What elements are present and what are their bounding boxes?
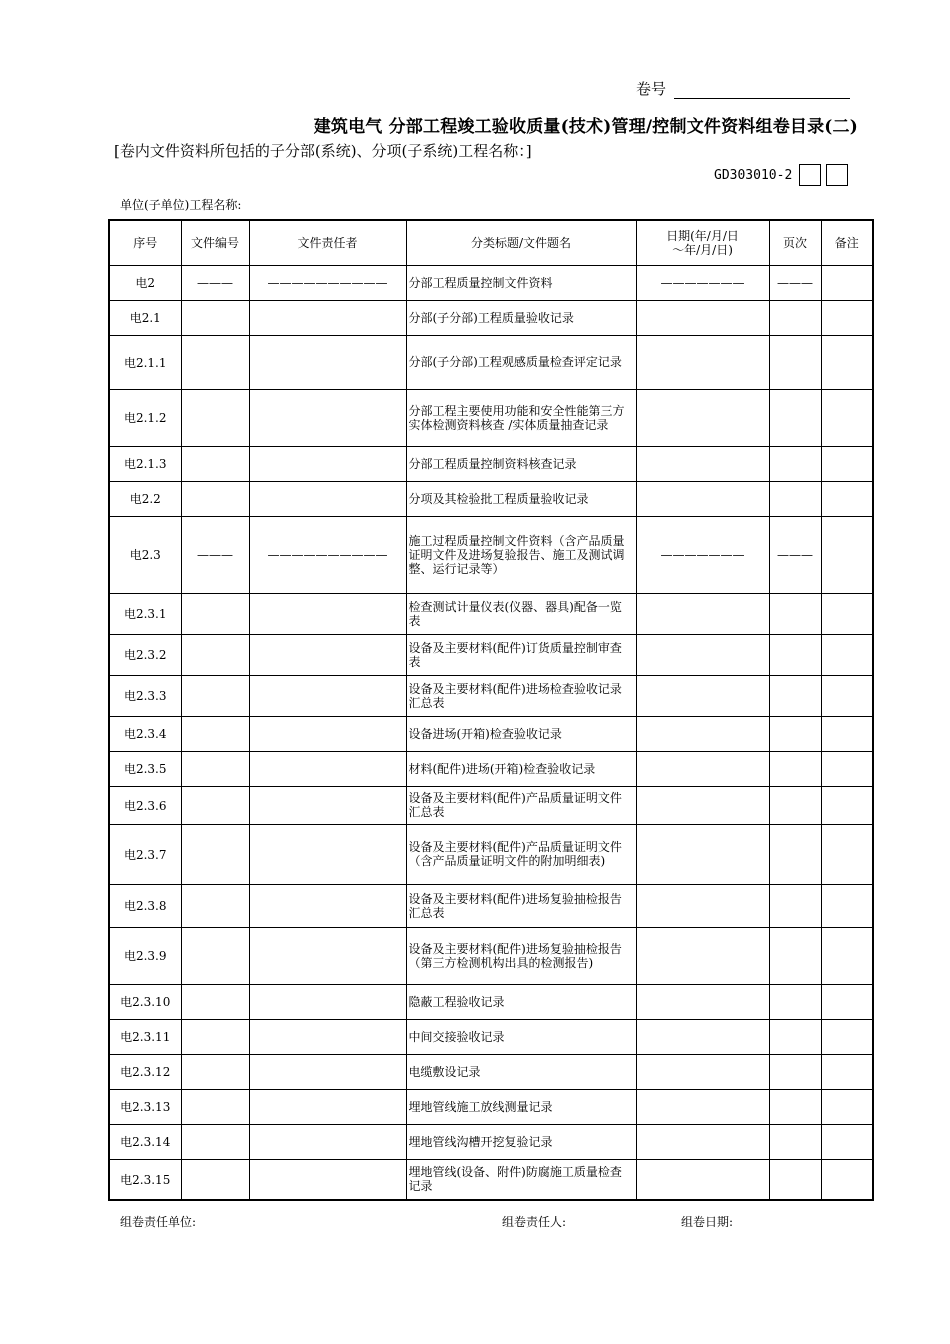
table-row [109,1159,873,1200]
cell-remarks[interactable] [821,884,873,927]
cell-pages[interactable] [769,300,821,335]
cell-owner[interactable] [249,593,406,634]
cell-title: 分部工程质量控制资料核查记录 [406,446,636,481]
cell-seq: 电2.2 [109,481,181,516]
cell-title: 埋地管线施工放线测量记录 [406,1089,636,1124]
cell-file-no[interactable] [181,984,249,1019]
cell-owner[interactable] [249,1019,406,1054]
header-pages: 页次 [769,220,821,265]
cell-pages[interactable] [769,1089,821,1124]
cell-pages[interactable] [769,824,821,884]
cell-owner[interactable] [249,446,406,481]
table-row [109,824,873,884]
cell-title: 设备及主要材料(配件)进场检查验收记录汇总表 [406,675,636,716]
cell-owner[interactable] [249,984,406,1019]
cell-remarks[interactable] [821,481,873,516]
cell-title: 分项及其检验批工程质量验收记录 [406,481,636,516]
cell-remarks[interactable] [821,389,873,446]
table-row [109,1089,873,1124]
cell-owner[interactable] [249,786,406,824]
table-row [109,335,873,389]
cell-owner[interactable] [249,481,406,516]
cell-file-no[interactable] [181,446,249,481]
cell-seq: 电2.3.12 [109,1054,181,1089]
cell-pages[interactable] [769,1019,821,1054]
cell-remarks[interactable] [821,1159,873,1200]
table-row [109,1019,873,1054]
table-row [109,884,873,927]
cell-seq: 电2.1 [109,300,181,335]
cell-pages[interactable] [769,593,821,634]
cell-pages[interactable]: ——— [769,265,821,300]
cell-title: 分部工程主要使用功能和安全性能第三方实体检测资料核查 /实体质量抽查记录 [406,389,636,446]
table-row [109,984,873,1019]
cell-seq: 电2.1.1 [109,335,181,389]
cell-file-no[interactable] [181,1159,249,1200]
cell-file-no[interactable] [181,824,249,884]
cell-owner[interactable] [249,824,406,884]
table-row [109,751,873,786]
cell-seq: 电2.3.8 [109,884,181,927]
table-row [109,481,873,516]
cell-file-no[interactable] [181,675,249,716]
cell-file-no[interactable] [181,1019,249,1054]
cell-file-no[interactable] [181,884,249,927]
cell-file-no[interactable] [181,716,249,751]
cell-file-no[interactable] [181,751,249,786]
cell-title: 设备进场(开箱)检查验收记录 [406,716,636,751]
cell-date[interactable] [636,751,769,786]
cell-owner[interactable] [249,716,406,751]
header-title: 分类标题/文件题名 [406,220,636,265]
cell-date[interactable]: ——————— [636,265,769,300]
cell-remarks[interactable] [821,1124,873,1159]
table-row [109,1124,873,1159]
form-code-box-1[interactable] [799,164,821,186]
cell-title: 埋地管线(设备、附件)防腐施工质量检查记录 [406,1159,636,1200]
cell-owner[interactable] [249,675,406,716]
cell-owner[interactable] [249,389,406,446]
cell-remarks[interactable] [821,446,873,481]
cell-remarks[interactable] [821,1054,873,1089]
cell-pages[interactable] [769,335,821,389]
cell-pages[interactable] [769,634,821,675]
cell-title: 设备及主要材料(配件)订货质量控制审查表 [406,634,636,675]
cell-seq: 电2.3.4 [109,716,181,751]
header-owner: 文件责任者 [249,220,406,265]
cell-owner[interactable] [249,1124,406,1159]
cell-pages[interactable] [769,984,821,1019]
cell-remarks[interactable] [821,716,873,751]
cell-pages[interactable] [769,927,821,984]
cell-pages[interactable] [769,1124,821,1159]
cell-title: 电缆敷设记录 [406,1054,636,1089]
table-row [109,675,873,716]
cell-remarks[interactable] [821,516,873,593]
cell-date[interactable] [636,1159,769,1200]
cell-owner[interactable]: —————————— [249,516,406,593]
cell-pages[interactable] [769,1054,821,1089]
cell-remarks[interactable] [821,634,873,675]
table-header-row [109,220,873,265]
cell-remarks[interactable] [821,1089,873,1124]
header-seq: 序号 [109,220,181,265]
cell-seq: 电2 [109,265,181,300]
cell-file-no[interactable] [181,634,249,675]
cell-date[interactable] [636,389,769,446]
header-date [636,220,769,265]
cell-date[interactable]: ——————— [636,516,769,593]
footer-unit-label: 组卷责任单位: [120,1215,197,1229]
cell-seq: 电2.3.7 [109,824,181,884]
cell-date[interactable] [636,984,769,1019]
table-row [109,1054,873,1089]
cell-title: 设备及主要材料(配件)产品质量证明文件汇总表 [406,786,636,824]
cell-file-no[interactable] [181,1089,249,1124]
cell-remarks[interactable] [821,300,873,335]
cell-seq: 电2.3.14 [109,1124,181,1159]
table-row [109,927,873,984]
cell-date[interactable] [636,786,769,824]
cell-title: 中间交接验收记录 [406,1019,636,1054]
cell-pages[interactable] [769,751,821,786]
cell-remarks[interactable] [821,786,873,824]
cell-remarks[interactable] [821,335,873,389]
cell-title: 埋地管线沟槽开挖复验记录 [406,1124,636,1159]
cell-pages[interactable]: ——— [769,516,821,593]
cell-pages[interactable] [769,1159,821,1200]
cell-date[interactable] [636,1019,769,1054]
table-row [109,634,873,675]
cell-title: 施工过程质量控制文件资料（含产品质量证明文件及进场复验报告、施工及测试调整、运行记录等） [406,516,636,593]
table-row [109,265,873,300]
cell-owner[interactable] [249,884,406,927]
cell-title: 设备及主要材料(配件)进场复验抽检报告汇总表 [406,884,636,927]
cell-remarks[interactable] [821,824,873,884]
cell-owner[interactable] [249,335,406,389]
header-remarks: 备注 [821,220,873,265]
cell-date[interactable] [636,884,769,927]
cell-date[interactable] [636,1089,769,1124]
cell-title: 隐蔽工程验收记录 [406,984,636,1019]
cell-owner[interactable] [249,751,406,786]
volume-number-field[interactable] [674,98,850,99]
cell-seq: 电2.3.9 [109,927,181,984]
footer-date-label: 组卷日期: [681,1215,734,1229]
cell-owner[interactable] [249,634,406,675]
cell-title: 分部(子分部)工程质量验收记录 [406,300,636,335]
cell-remarks[interactable] [821,927,873,984]
cell-pages[interactable] [769,481,821,516]
cell-file-no[interactable] [181,593,249,634]
cell-date[interactable] [636,335,769,389]
cell-date[interactable] [636,824,769,884]
cell-seq: 电2.3.3 [109,675,181,716]
cell-remarks[interactable] [821,984,873,1019]
cell-title: 分部工程质量控制文件资料 [406,265,636,300]
cell-file-no[interactable] [181,481,249,516]
cell-file-no[interactable] [181,927,249,984]
table-row [109,786,873,824]
cell-seq: 电2.3.6 [109,786,181,824]
cell-remarks[interactable] [821,265,873,300]
cell-date[interactable] [636,593,769,634]
cell-seq: 电2.3.5 [109,751,181,786]
cell-owner[interactable] [249,927,406,984]
cell-title: 设备及主要材料(配件)产品质量证明文件（含产品质量证明文件的附加明细表) [406,824,636,884]
cell-file-no[interactable]: ——— [181,265,249,300]
cell-remarks[interactable] [821,751,873,786]
cell-pages[interactable] [769,675,821,716]
cell-title: 设备及主要材料(配件)进场复验抽检报告（第三方检测机构出具的检测报告) [406,927,636,984]
cell-file-no[interactable] [181,300,249,335]
header-date-line2: ～年/月/日) [672,242,733,257]
cell-remarks[interactable] [821,593,873,634]
table-row [109,300,873,335]
table-row [109,389,873,446]
cell-title: 材料(配件)进场(开箱)检查验收记录 [406,751,636,786]
cell-title: 检查测试计量仪表(仪器、器具)配备一览表 [406,593,636,634]
cell-pages[interactable] [769,786,821,824]
cell-pages[interactable] [769,389,821,446]
footer-person-label: 组卷责任人: [502,1215,567,1229]
cell-seq: 电2.3.10 [109,984,181,1019]
table-row [109,593,873,634]
subtitle: [卷内文件资料所包括的子分部(系统)、分项(子系统)工程名称：] [114,142,532,160]
header-file-no: 文件编号 [181,220,249,265]
cell-date[interactable] [636,446,769,481]
cell-date[interactable] [636,927,769,984]
cell-remarks[interactable] [821,675,873,716]
cell-seq: 电2.1.3 [109,446,181,481]
cell-seq: 电2.3 [109,516,181,593]
cell-date[interactable] [636,481,769,516]
page-title: 建筑电气 分部工程竣工验收质量(技术)管理/控制文件资料组卷目录(二) [313,117,858,137]
cell-file-no[interactable] [181,1054,249,1089]
cell-pages[interactable] [769,884,821,927]
form-code: GD303010-2 [714,168,793,183]
catalog-table [108,219,874,1201]
cell-remarks[interactable] [821,1019,873,1054]
header-date-line1: 日期(年/月/日 [666,228,739,243]
cell-title: 分部(子分部)工程观感质量检查评定记录 [406,335,636,389]
cell-date[interactable] [636,675,769,716]
unit-name-label: 单位(子单位)工程名称: [120,198,242,212]
table-row [109,516,873,593]
cell-date[interactable] [636,716,769,751]
cell-pages[interactable] [769,716,821,751]
cell-seq: 电2.1.2 [109,389,181,446]
cell-seq: 电2.3.11 [109,1019,181,1054]
cell-file-no[interactable] [181,786,249,824]
cell-date[interactable] [636,634,769,675]
cell-owner[interactable]: —————————— [249,265,406,300]
table-row [109,446,873,481]
cell-file-no[interactable] [181,335,249,389]
cell-seq: 电2.3.15 [109,1159,181,1200]
cell-owner[interactable] [249,1159,406,1200]
cell-pages[interactable] [769,446,821,481]
cell-owner[interactable] [249,300,406,335]
table-row [109,716,873,751]
cell-file-no[interactable] [181,389,249,446]
cell-file-no[interactable] [181,1124,249,1159]
cell-owner[interactable] [249,1089,406,1124]
cell-owner[interactable] [249,1054,406,1089]
cell-file-no[interactable]: ——— [181,516,249,593]
cell-date[interactable] [636,1054,769,1089]
cell-date[interactable] [636,1124,769,1159]
volume-number-label: 卷号 [636,80,667,98]
cell-seq: 电2.3.2 [109,634,181,675]
cell-seq: 电2.3.1 [109,593,181,634]
cell-date[interactable] [636,300,769,335]
cell-seq: 电2.3.13 [109,1089,181,1124]
form-code-box-2[interactable] [826,164,848,186]
